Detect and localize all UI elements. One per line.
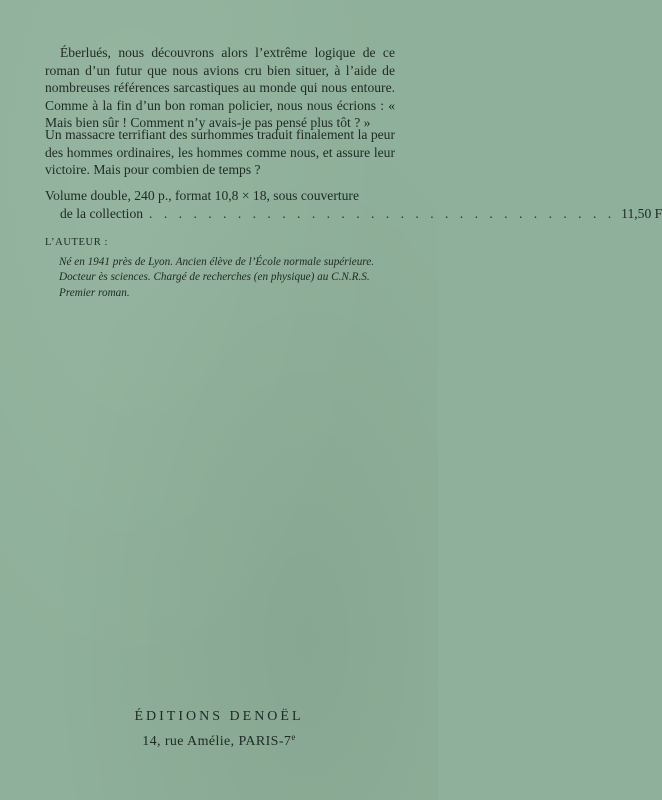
edition-info	[45, 187, 662, 222]
edition-collection-label: de la collection	[60, 205, 144, 221]
publisher-name: ÉDITIONS DENOËL	[134, 709, 304, 724]
author-bio	[59, 255, 399, 301]
price: 11,50 F	[621, 205, 662, 221]
author-bio-line: Premier roman.	[59, 286, 130, 299]
author-bio-line: Né en 1941 près de Lyon. Ancien élève de l’École normale supérieure.	[59, 256, 374, 268]
description-paragraph-2: Un massacre terrifiant des surhommes traduit finalement la peur des hommes ordinaires, les hommes comme nous, et assure leur victoire. Mais pour combien de temps ?	[45, 127, 395, 178]
author-section-label: L’AUTEUR :	[45, 237, 109, 248]
edition-price-line	[45, 205, 662, 223]
description-paragraph-1: Éberlués, nous découvrons alors l’extrême logique de ce roman d’un futur que nous avions cru bien situer, à l’aide de nombreuses références sarcastiques au monde qui nous entoure. Comme à la fin d’un bon roman policier, nous nous écrions : « Mais bien sûr ! Comment n’y avais-je pas pensé plus tôt ? »	[45, 45, 395, 131]
publisher-address-text: 14, rue Amélie, PARIS-7	[142, 734, 292, 749]
publisher-address	[0, 732, 438, 750]
publisher-address-superscript: e	[291, 732, 296, 742]
edition-format-line: Volume double, 240 p., format 10,8 × 18, sous couverture	[45, 188, 359, 203]
author-bio-line: Docteur ès sciences. Chargé de recherches (en physique) au C.N.R.S.	[59, 271, 370, 284]
dot-leader: . . . . . . . . . . . . . . . . . . . . . . . . . . . . . . . .	[149, 205, 616, 221]
